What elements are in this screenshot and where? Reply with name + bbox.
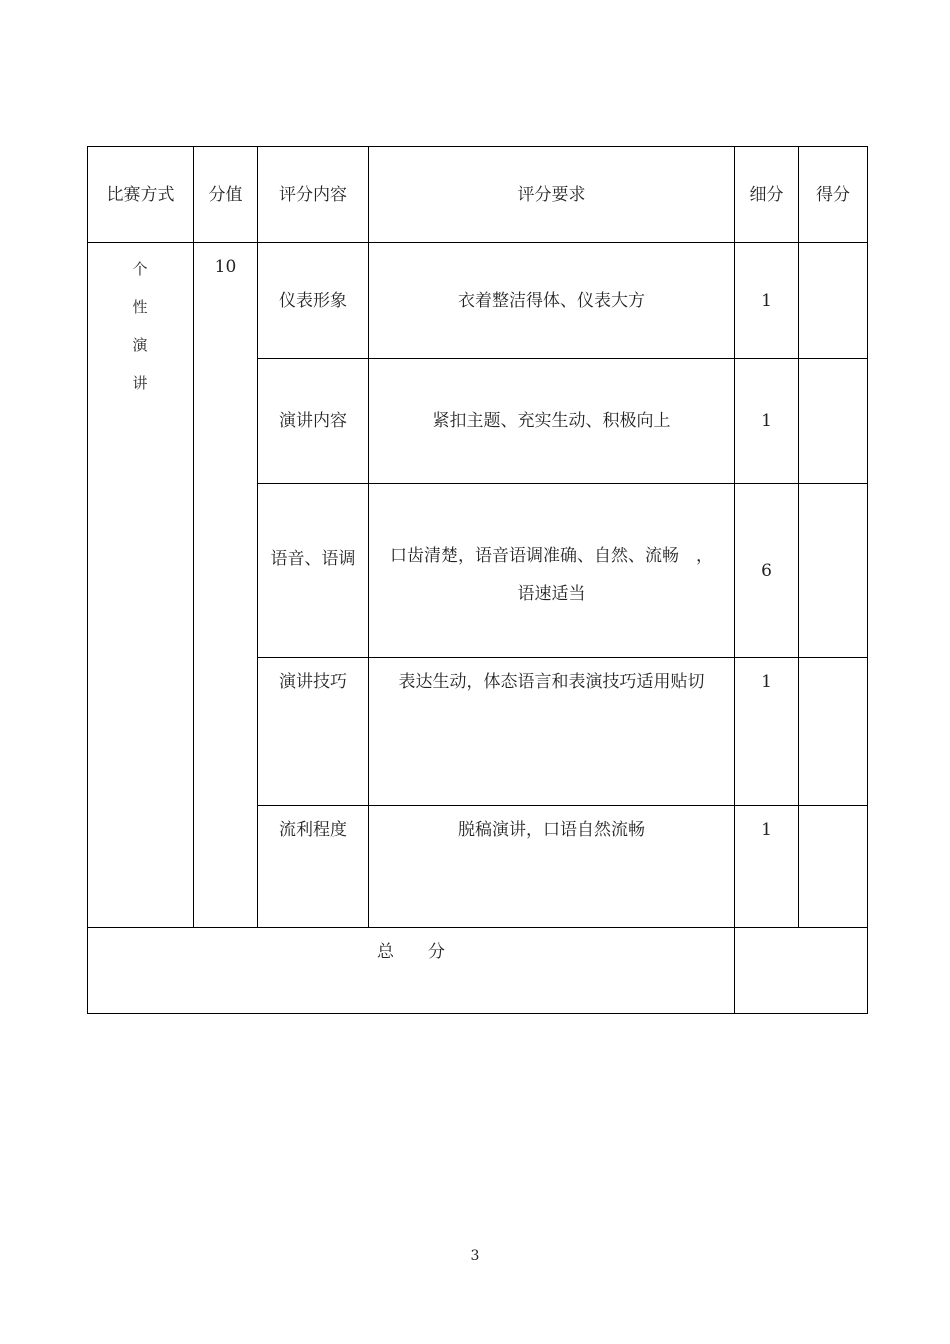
mode-char: 演 bbox=[132, 336, 148, 354]
row-requirement: 衣着整洁得体、仪表大方 bbox=[458, 290, 645, 311]
row-content: 演讲内容 bbox=[279, 411, 347, 431]
row-requirement: 表达生动，体态语言和表演技巧适用贴切 bbox=[398, 672, 705, 692]
row-requirement: 脱稿演讲，口语自然流畅 bbox=[458, 820, 645, 840]
row-sub-score: 1 bbox=[761, 290, 772, 311]
header-sub: 细分 bbox=[749, 184, 784, 205]
row-content: 流利程度 bbox=[279, 820, 347, 840]
row-sub-score: 1 bbox=[761, 820, 772, 840]
total-label: 总 分 bbox=[377, 942, 445, 962]
mode-char: 性 bbox=[132, 298, 148, 316]
row-sub-score: 1 bbox=[761, 672, 772, 692]
header-requirement: 评分要求 bbox=[517, 184, 586, 205]
mode-char: 讲 bbox=[132, 374, 148, 392]
header-points: 分值 bbox=[208, 184, 243, 205]
row-content: 语音、语调 bbox=[270, 549, 356, 569]
row-requirement-line1: 口齿清楚，语音语调准确、自然、流畅 ， bbox=[390, 546, 713, 566]
total-points: 10 bbox=[214, 257, 237, 277]
header-score: 得分 bbox=[816, 184, 850, 205]
row-sub-score: 6 bbox=[761, 560, 772, 581]
page-number: 3 bbox=[470, 1248, 480, 1264]
row-content: 仪表形象 bbox=[279, 290, 347, 311]
header-mode: 比赛方式 bbox=[106, 184, 175, 205]
row-sub-score: 1 bbox=[761, 411, 772, 431]
row-requirement-line2: 语速适当 bbox=[517, 584, 586, 604]
row-requirement: 紧扣主题、充实生动、积极向上 bbox=[432, 411, 671, 431]
mode-char: 个 bbox=[132, 260, 148, 278]
row-content: 演讲技巧 bbox=[279, 672, 347, 692]
header-content: 评分内容 bbox=[279, 184, 347, 205]
